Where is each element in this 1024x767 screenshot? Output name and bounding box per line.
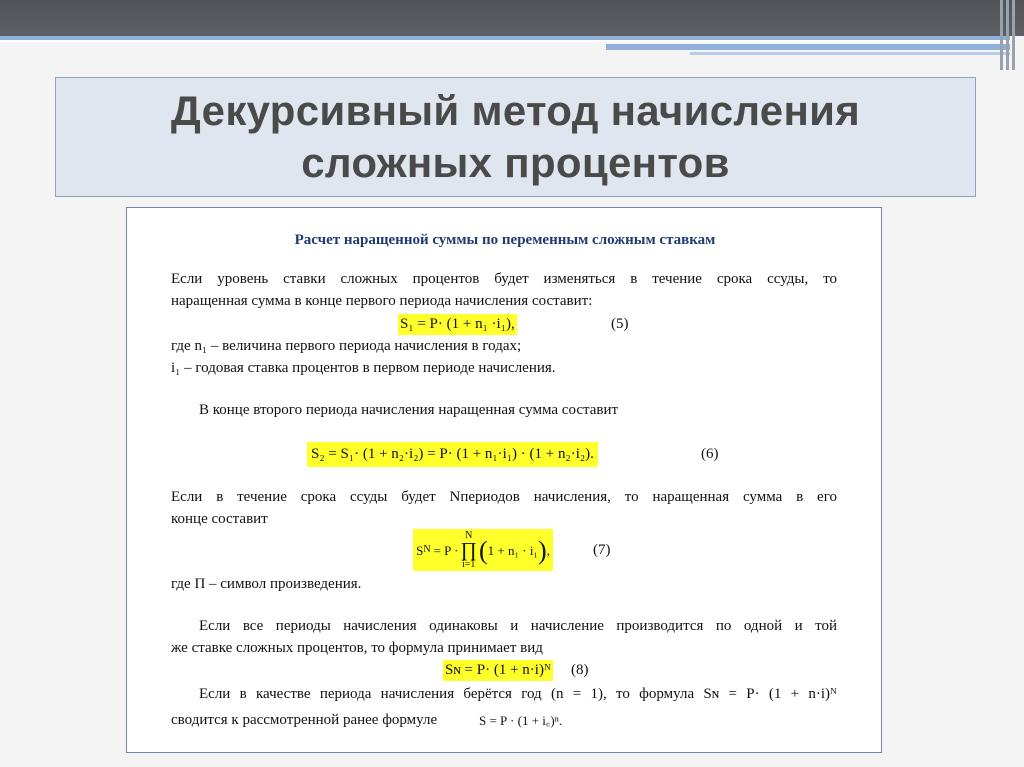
accent-stripe-short <box>606 44 1010 50</box>
accent-stripe-white <box>0 40 1010 42</box>
paragraph-line: i₁ – годовая ставка процентов в первом периоде начисления. <box>171 360 556 376</box>
paragraph-line: где n₁ – величина первого периода начисления в годах; <box>171 338 522 354</box>
paragraph-line: Если в качестве периода начисления берётся год (n = 1), то формула Sɴ = P· (1 + n·i)ᴺ <box>199 686 837 702</box>
paren-open: ( <box>478 535 488 565</box>
formula-6-number: (6) <box>701 446 719 462</box>
formula-8: Sɴ = P· (1 + n·i)ᴺ <box>443 660 553 681</box>
paragraph-line: наращенная сумма в конце первого периода начисления составит: <box>171 293 593 309</box>
title-box <box>55 77 976 197</box>
slide-title-line2: сложных процентов <box>301 139 730 186</box>
formula-5: S₁ = P· (1 + n₁ ·i₁), <box>398 314 517 335</box>
paragraph-line: В конце второго периода начисления наращенная сумма составит <box>199 402 619 418</box>
paragraph-line: где П – символ произведения. <box>171 576 362 592</box>
formula-6: S₂ = S₁· (1 + n₂·i₂) = P· (1 + n₁·i₁) · (1 + n₂·i₂). <box>307 442 598 467</box>
paragraph-line: Если все периоды начисления одинаковы и начисление производится по одной и той <box>199 618 837 634</box>
paragraph-line: Если уровень ставки сложных процентов будет изменяться в течение срока ссуды, то <box>171 271 837 287</box>
product-upper-limit: N <box>465 530 473 541</box>
paragraph-line: сводится к рассмотренной ранее формуле <box>171 712 438 728</box>
top-banner <box>0 0 1024 36</box>
final-formula: S = P · (1 + i꜀)ⁿ. <box>479 713 563 728</box>
document-panel <box>126 207 882 753</box>
decor-bar <box>1012 0 1015 70</box>
decor-bar <box>1006 0 1009 70</box>
paragraph-line: же ставке сложных процентов, то формула принимает вид <box>171 640 543 656</box>
formula-5-number: (5) <box>611 316 629 332</box>
paragraph-line: конце составит <box>171 511 268 527</box>
formula-7: S N = P · N ∏ i=1 ( 1 + n₁ · i₁ ) , <box>413 529 553 571</box>
slide-title-line1: Декурсивный метод начисления <box>170 87 861 134</box>
formula-7-inner: 1 + n₁ · i₁ <box>487 542 538 558</box>
product-operator <box>460 530 476 570</box>
product-symbol: ∏ <box>460 539 477 561</box>
decor-bar <box>1000 0 1003 70</box>
paren-close: ) <box>537 535 547 565</box>
accent-stripe-thin <box>690 52 1010 55</box>
formula-7-eq: = P · <box>433 542 459 558</box>
paragraph-line: Если в течение срока ссуды будет Nпериодов начисления, то наращенная сумма в его <box>171 489 837 505</box>
product-lower-limit: i=1 <box>462 559 476 570</box>
formula-8-number: (8) <box>571 662 589 678</box>
doc-heading: Расчет наращенной суммы по переменным сложным ставкам <box>294 232 716 248</box>
formula-7-tail: , <box>546 542 550 558</box>
formula-7-lhs: S <box>416 542 424 558</box>
formula-7-number: (7) <box>593 542 611 558</box>
